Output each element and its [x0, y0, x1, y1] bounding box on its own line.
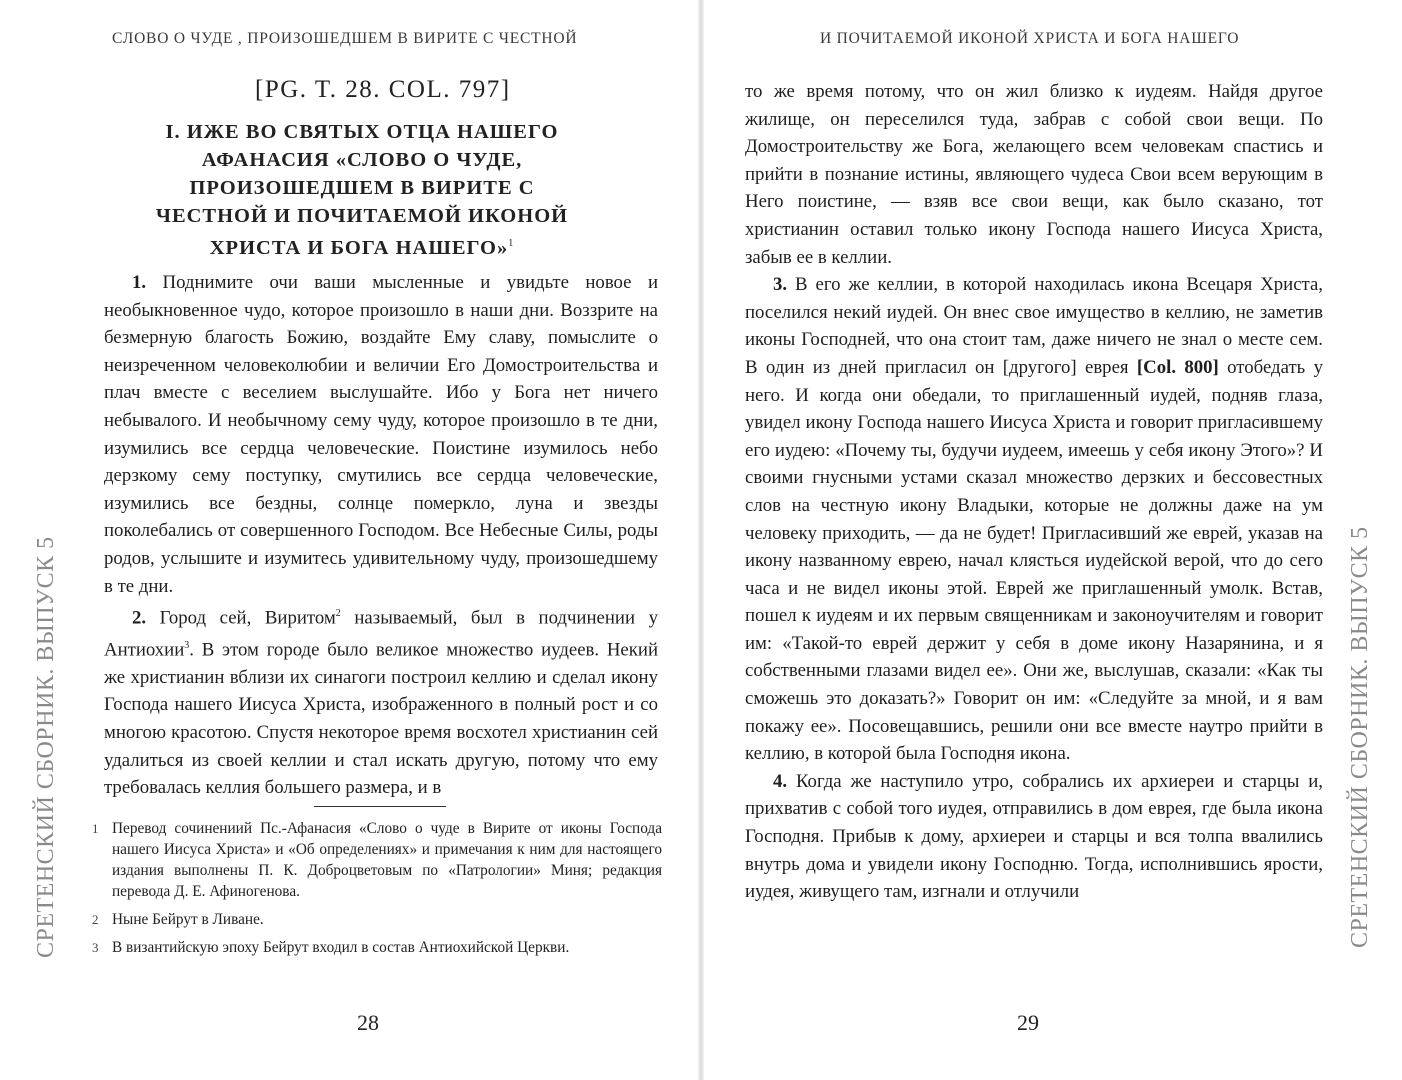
paragraph-number: 3.: [773, 274, 788, 296]
side-title-left: СРЕТЕНСКИЙ СБОРНИК. ВЫПУСК 5: [33, 536, 59, 958]
footnote: [92, 909, 662, 930]
paragraph-text: отобедать у него. И когда они обедали, то приглашенный иудей, подняв глаза, увидел икону Господа нашего Иисуса Христа и говорит пригласившему его иудею: «Почему ты, будучи иудеем, имеешь у себя икону Этого»? И своими гнусными устами сказал множество дерзких и бессовестных слов на честную икону Владыки, которые не должны даже на ум человеку приходить, — да не будет! Пригласивший же еврей, указав на икону названному еврею, начал клясться иудейской верой, что до сего часа и не видел иконы этой. Еврей же приглашенный умолк. Встав, пошел к иудеям и их первым священникам и законоучителям и говорит им: «Такой-то еврей держит у себя в доме икону Назарянина, и я собственными глазами видел ее». Они же, выслушав, сказали: «Как ты сможешь это доказать?» Говорит он им: «Следуйте за мной, и я вам покажу ее». Посовещавшись, решили они все вместе наутро прийти в келлию, в которой была Господня икона.: [745, 356, 1323, 765]
paragraph-text: . В этом городе было великое множество иудеев. Некий же христианин вблизи их синагоги построил келлию и сделал икону Господа нашего Иисуса Христа, изображенного в полный рост и со многою красотою. Спустя некоторое время восхотел христианин сей удалиться из своей келлии и стал искать другую, потому что ему требовалась келлия большего размера, и в: [104, 639, 658, 799]
body-text-left: [104, 269, 658, 802]
paragraph-text: В его же келлии, в которой находилась икона Всецаря Христа, поселился некий иудей. Он внес свое имущество в келлию, не заметив иконы Господней, что она стоит там, даже ничего не знал о месте сем. В один из дней пригласил он [другого] еврея: [745, 274, 1323, 378]
page-number-left: 28: [357, 1010, 379, 1035]
footnote-divider: [314, 806, 446, 807]
footnote: [92, 818, 662, 902]
footnotes: [92, 818, 662, 965]
paragraph-text: Поднимите очи ваши мысленные и увидьте новое и необыкновенное чудо, которое произошло в наши дни. Воззрите на безмерную благость Божию, воздайте Ему славу, помыслите о неизреченном человеколюбии и величии Его Домостроительства и плач вместе с веселием выслушайте. Ибо у Бога нет ничего небывалого. И необычному сему чуду, которое произошло в те дни, изумились все сердца человеческие. Поистине изумилось небо дерзкому сему поступку, смутились все сердца человеческие, изумились все бездны, солнце померкло, луна и звезды поколебались от совершенного Господом. Все Небесные Силы, роды родов, услышите и изумитесь удивительному чуду, произошедшему в те дни.: [104, 272, 658, 597]
footnote-marker-2[interactable]: 2: [335, 608, 341, 620]
chapter-heading: [132, 118, 592, 262]
paragraph-text: называемый, был в подчинении у Антиохии: [104, 607, 658, 661]
running-head-left: СЛОВО О ЧУДЕ , ПРОИЗОШЕДШЕМ В ВИРИТЕ С ЧЕСТНОЙ: [112, 30, 578, 47]
paragraph-2: [104, 600, 658, 802]
column-reference: [PG. T. 28. COL. 797]: [255, 76, 511, 103]
paragraph-number: 2.: [132, 607, 147, 629]
footnote-text: Ныне Бейрут в Ливане.: [112, 911, 264, 928]
paragraph-3: [745, 271, 1323, 768]
footnote-marker-1[interactable]: 1: [508, 238, 515, 249]
running-head-right: И ПОЧИТАЕМОЙ ИКОНОЙ ХРИСТА И БОГА НАШЕГО: [820, 30, 1240, 47]
footnote-number: 3: [92, 940, 99, 955]
column-marker: [Col. 800]: [1136, 356, 1219, 378]
footnote: [92, 937, 662, 958]
footnote-text: Перевод сочинениий Пс.-Афанасия «Слово о чуде в Вирите от иконы Господа нашего Иисуса Христа» и «Об определениях» и примечания к ним для настоящего издания выполнены П. К. Доброцветовым по «Патрологии» Миня; редакция перевода Д. Е. Афиногенова.: [112, 820, 662, 900]
side-title-right: СРЕТЕНСКИЙ СБОРНИК. ВЫПУСК 5: [1347, 526, 1373, 948]
paragraph-number: 4.: [773, 770, 788, 792]
footnote-number: 1: [92, 821, 99, 836]
paragraph-continued: то же время потому, что он жил близко к иудеям. Найдя другое жилище, он переселился туда, забрав с собой свои вещи. По Домостроительству же Бога, желающего всем человекам спастись и прийти в познание истины, являющего чудеса Свои всем верующим в Него поистине, — взяв все свои вещи, как было сказано, тот христианин оставил только икону Господа нашего Иисуса Христа, забыв ее в келлии.: [745, 81, 1323, 268]
right-page: [702, 0, 1402, 1080]
footnote-marker-3[interactable]: 3: [184, 639, 190, 651]
body-text-right: [745, 78, 1323, 906]
paragraph-number: 1.: [132, 272, 147, 293]
paragraph-1: [104, 269, 658, 600]
left-page: [0, 0, 700, 1080]
footnote-number: 2: [92, 912, 99, 927]
footnote-text: В византийскую эпоху Бейрут входил в состав Антиохийской Церкви.: [112, 939, 570, 956]
page-number-right: 29: [1017, 1010, 1039, 1035]
paragraph-text: Когда же наступило утро, собрались их архиереи и старцы и, прихватив с собой того иудея, отправились в дом еврея, где была икона Господня. Прибыв к дому, архиереи и старцы и вся толпа ввалились внутрь дома и увидели икону Господню. Тогда, исполнившись ярости, иудея, живущего там, изгнали и отлучили: [745, 770, 1323, 903]
chapter-heading-text: I. ИЖЕ ВО СВЯТЫХ ОТЦА НАШЕГО АФАНАСИЯ «СЛОВО О ЧУДЕ, ПРОИЗОШЕДШЕМ В ВИРИТЕ С ЧЕСТНОЙ И ПОЧИТАЕМОЙ ИКОНОЙ ХРИСТА И БОГА НАШЕГО»: [155, 121, 569, 259]
paragraph-4: [745, 768, 1323, 906]
paragraph-text: Город сей, Виритом: [146, 607, 336, 629]
